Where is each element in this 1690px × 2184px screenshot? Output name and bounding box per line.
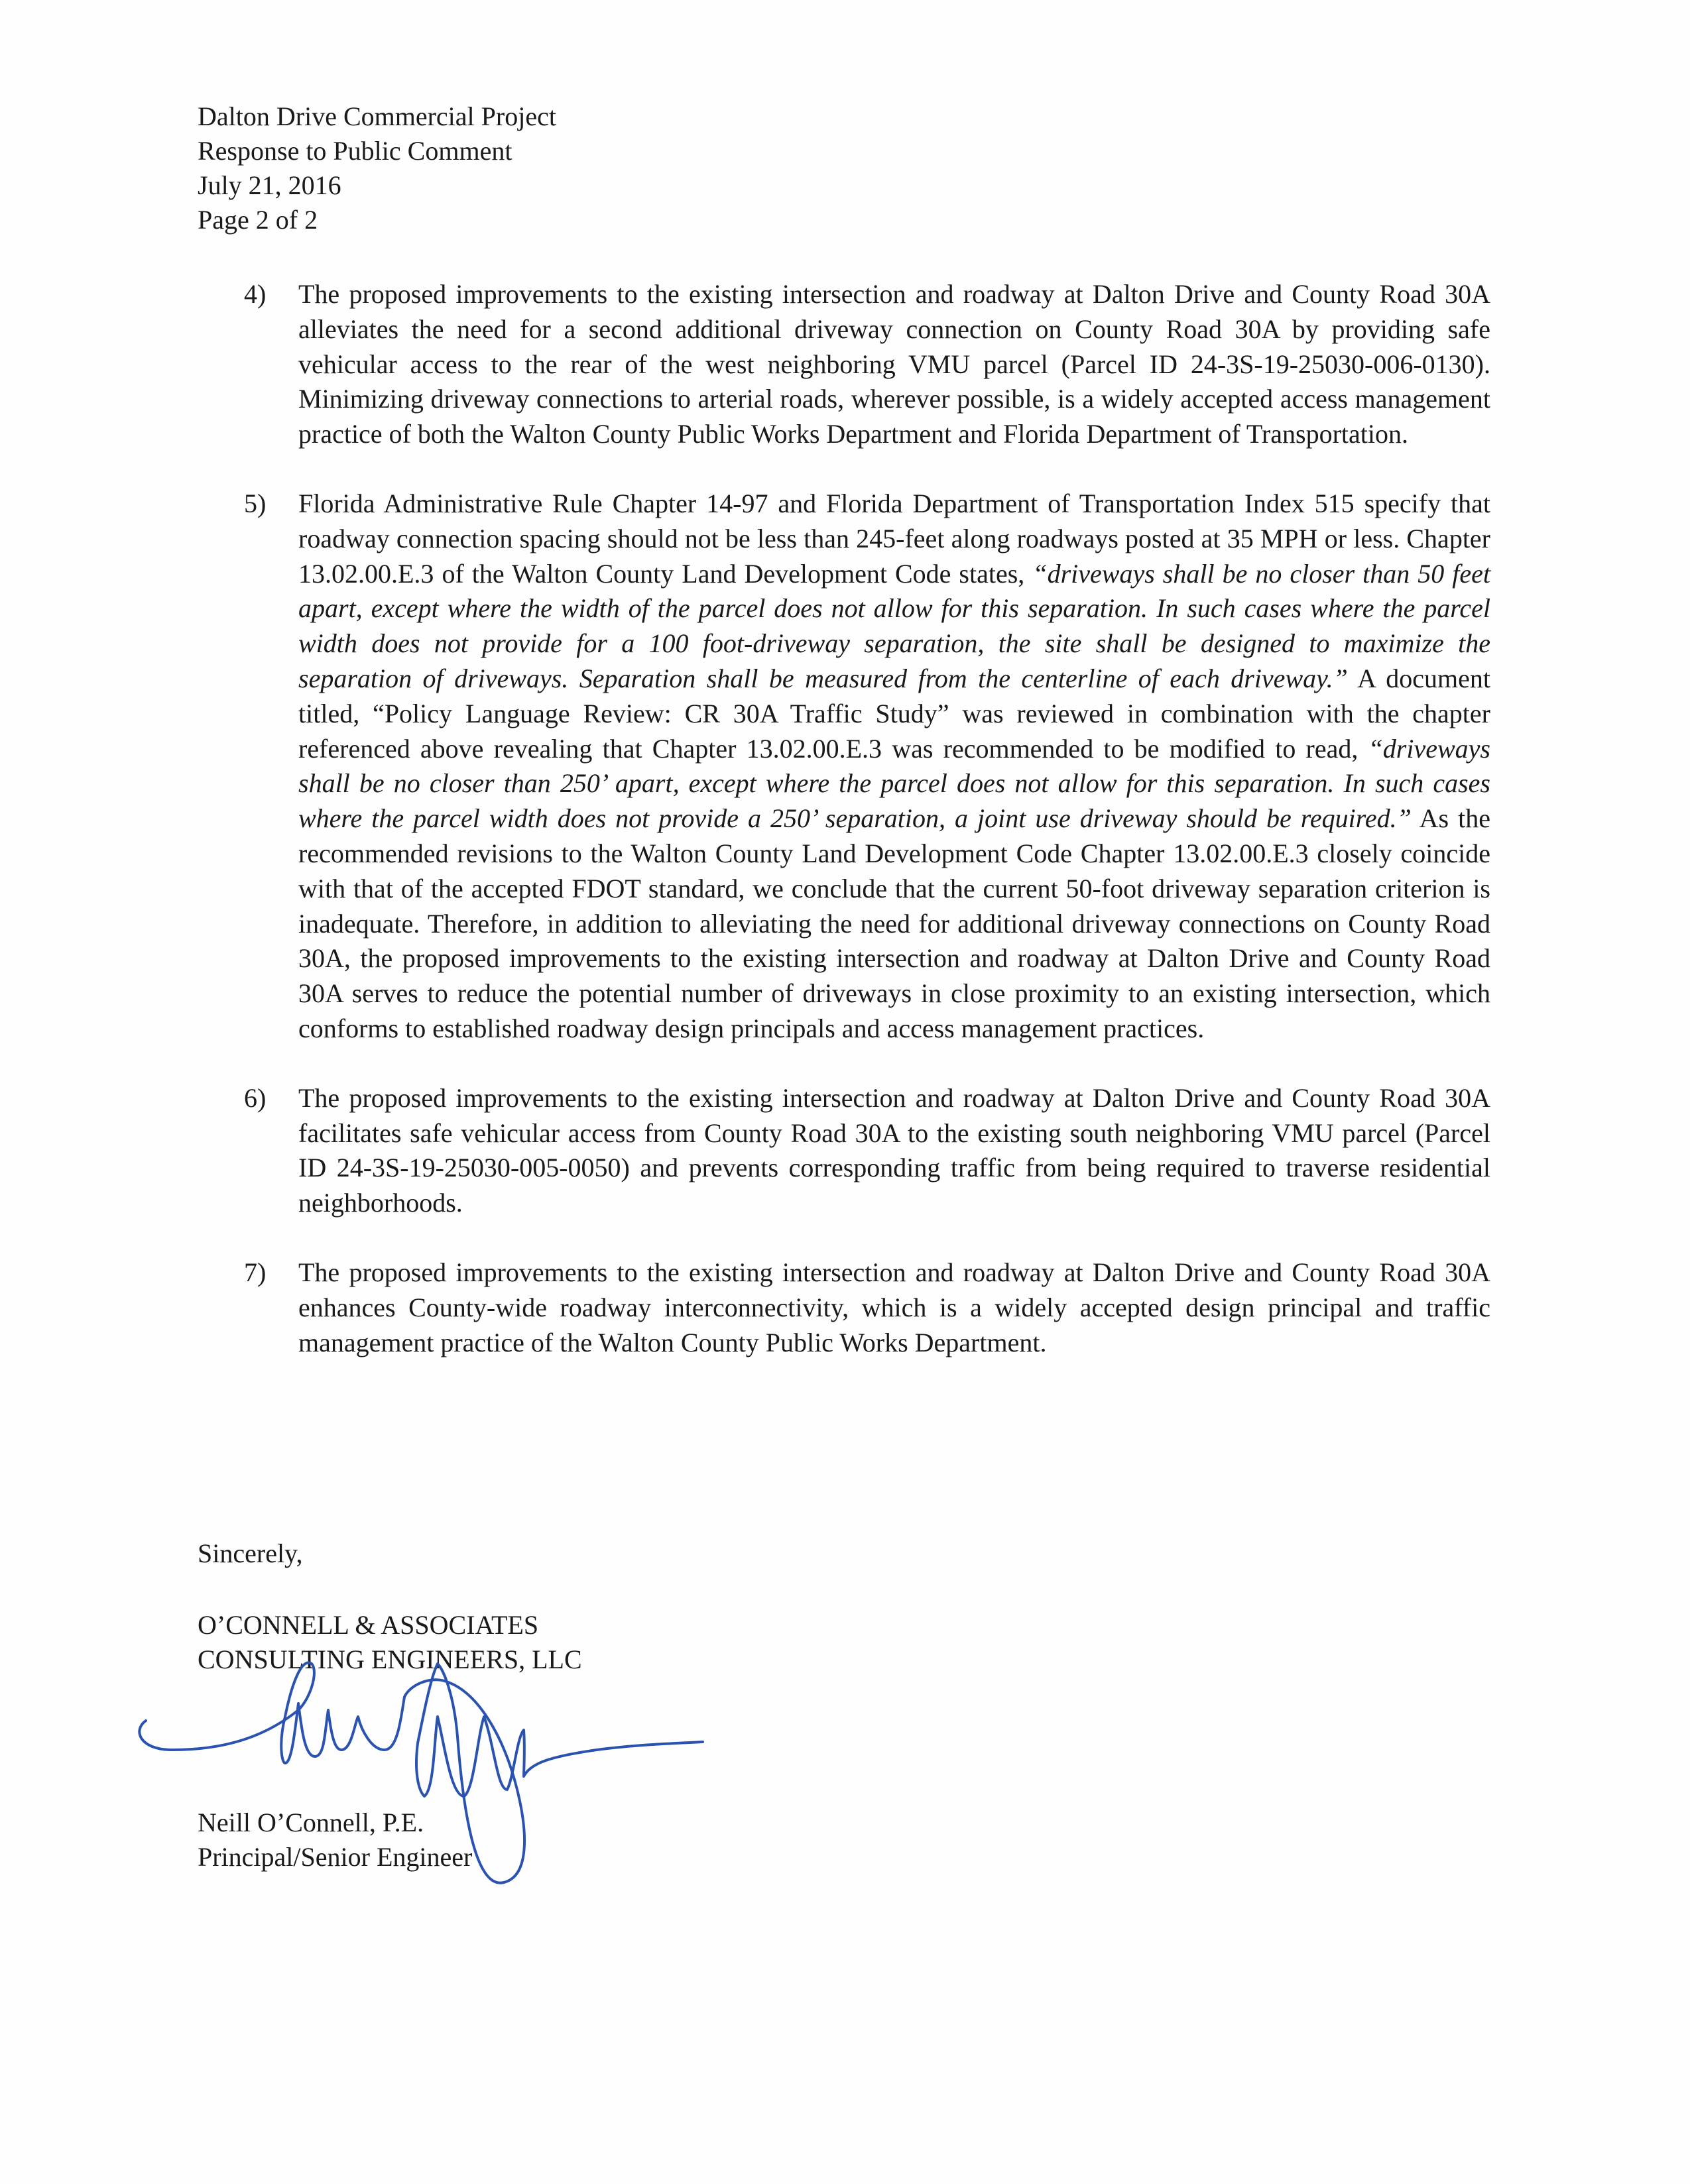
item-number: 7): [244, 1257, 267, 1287]
firm-name-line1: O’CONNELL & ASSOCIATES: [198, 1610, 539, 1640]
item-text: The proposed improvements to the existing intersection and roadway at Dalton Drive and County Road 30A alleviates the need for a second additional driveway connection on County Road 30A by providing safe vehicular access to the rear of the west neighboring VMU parcel (Parcel ID 24-3S-19-25030-006-0130). Minimizing driveway connections to arterial roads, wherever possible, is a widely accepted access management practice of both the Walton County Public Works Department and Florida Department of Transportation.: [298, 279, 1490, 449]
code-quote-recommended: “driveways shall be no closer than 250’ apart, except where the parcel does not allow for this separation. In such cases where the parcel width does not provide a 250’ separation, a joint use driveway should be required.”: [298, 733, 1490, 834]
page-number: Page 2 of 2: [198, 205, 318, 235]
signer-name: Neill O’Connell, P.E.: [198, 1808, 424, 1837]
item-text: As the recommended revisions to the Walton County Land Development Code Chapter 13.02.00.E.3 closely coincide with that of the accepted FDOT standard, we conclude that the current 50-foot driveway separation criterion is inadequate. Therefore, in addition to alleviating the need for additional driveway connections on County Road 30A, the proposed improvements to the existing intersection and roadway at Dalton Drive and County Road 30A serves to reduce the potential number of driveways in close proximity to an existing intersection, which conforms to established roadway design principals and access management practices.: [298, 803, 1490, 1043]
signer-title: Principal/Senior Engineer: [198, 1842, 473, 1872]
response-item-7: [244, 1255, 1490, 1360]
letter-header: [198, 99, 556, 237]
response-item-4: [244, 277, 1490, 452]
response-item-5: [244, 487, 1490, 1047]
signer-block: [198, 1806, 472, 1874]
code-quote-current: “driveways shall be no closer than 50 feet apart, except where the width of the parcel does not allow for this separation. In such cases where the parcel width does not provide for a 100 foot-driveway separation, the site shall be designed to maximize the separation of driveways. Separation shall be measured from the centerline of each driveway.”: [298, 558, 1490, 693]
item-number: 4): [244, 279, 267, 309]
letter-date: July 21, 2016: [198, 170, 341, 200]
item-number: 5): [244, 488, 267, 518]
item-number: 6): [244, 1082, 267, 1113]
subject-line: Response to Public Comment: [198, 136, 513, 166]
project-title: Dalton Drive Commercial Project: [198, 101, 556, 131]
item-text: A document titled, “Policy Language Review: CR 30A Traffic Study” was reviewed in combination with the chapter referenced above revealing that Chapter 13.02.00.E.3 was recommended to be modified to read,: [298, 663, 1490, 764]
item-text: The proposed improvements to the existing intersection and roadway at Dalton Drive and County Road 30A enhances County-wide roadway interconnectivity, which is a widely accepted design principal and traffic management practice of the Walton County Public Works Department.: [298, 1257, 1490, 1357]
handwritten-signature: [133, 1657, 729, 1922]
salutation: Sincerely,: [198, 1538, 303, 1568]
item-text: Florida Administrative Rule Chapter 14-97 and Florida Department of Transportation Index 515 specify that roadway connection spacing should not be less than 245-feet along roadways posted at 35 MPH or less. Chapter 13.02.00.E.3 of the Walton County Land Development Code states,: [298, 488, 1490, 589]
numbered-responses: [244, 277, 1490, 1395]
firm-name-line2: CONSULTING ENGINEERS, LLC: [198, 1644, 582, 1674]
item-text: The proposed improvements to the existing intersection and roadway at Dalton Drive and County Road 30A facilitates safe vehicular access from County Road 30A to the existing south neighboring VMU parcel (Parcel ID 24-3S-19-25030-005-0050) and prevents corresponding traffic from being required to traverse residential neighborhoods.: [298, 1082, 1490, 1218]
response-item-6: [244, 1081, 1490, 1221]
